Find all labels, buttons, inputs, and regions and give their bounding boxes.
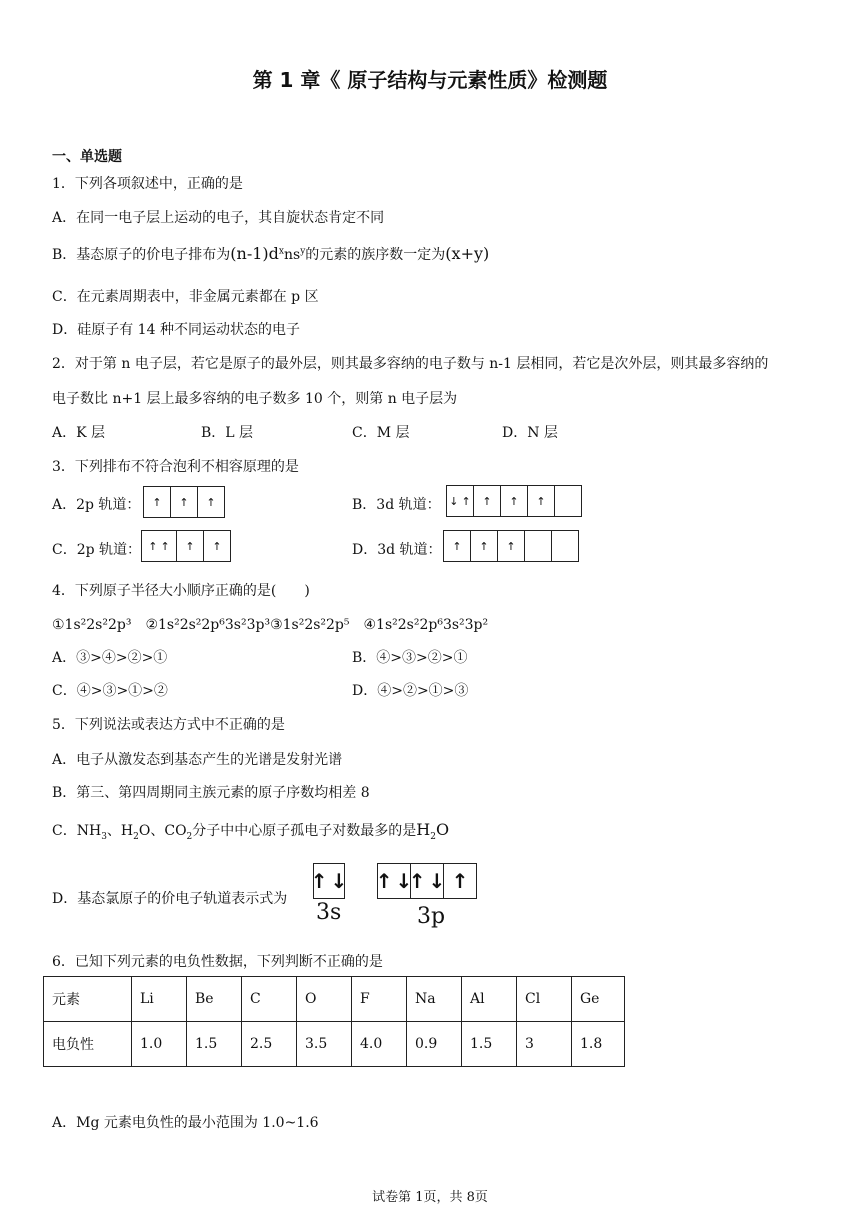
q4-option-a: A．③>④>②>① — [52, 650, 168, 666]
q4-configurations: ①1s²2s²2p³ ②1s²2s²2p⁶3s²3p³③1s²2s²2p⁵ ④1s²2s²2p⁶3s²3p² — [52, 617, 489, 633]
up-arrow-icon: ↑ — [179, 495, 189, 509]
q3-option-d-orbital — [443, 530, 579, 562]
q1-stem: 1．下列各项叙述中，正确的是 — [52, 176, 243, 192]
table-cell: Cl — [517, 977, 572, 1022]
orbital-label-3s: 3s — [316, 900, 342, 925]
table-cell: 1.8 — [572, 1022, 625, 1067]
orbital-label-3p: 3p — [417, 904, 446, 929]
q2-option-d: D．N 层 — [502, 425, 558, 441]
table-cell: 3 — [517, 1022, 572, 1067]
down-arrow-icon: ↓ — [395, 869, 413, 893]
q3-option-a-orbital — [143, 486, 225, 518]
table-cell: 1.0 — [132, 1022, 187, 1067]
table-cell: Be — [187, 977, 242, 1022]
down-arrow-icon: ↓ — [428, 869, 446, 893]
table-cell: C — [242, 977, 297, 1022]
q4-stem: 4．下列原子半径大小顺序正确的是( ) — [52, 583, 310, 599]
table-cell: 1.5 — [187, 1022, 242, 1067]
down-arrow-icon: ↓ — [449, 494, 459, 508]
up-arrow-icon: ↑ — [451, 869, 469, 893]
q4-option-b: B．④>③>②>① — [352, 650, 468, 666]
table-cell: Na — [407, 977, 462, 1022]
up-arrow-icon: ↑ — [452, 539, 462, 553]
table-cell: Al — [462, 977, 517, 1022]
table-cell: 电负性 — [44, 1022, 132, 1067]
q3-option-c-label: C．2p 轨道： — [52, 542, 142, 558]
up-arrow-icon: ↑ — [206, 495, 216, 509]
q1-option-c: C．在元素周期表中，非金属元素都在 p 区 — [52, 289, 319, 305]
page-footer: 试卷第 1页，共 8页 — [372, 1190, 488, 1205]
q3-option-c-orbital — [141, 530, 231, 562]
up-arrow-icon: ↑ — [509, 494, 519, 508]
q1-option-a: A．在同一电子层上运动的电子，其自旋状态肯定不同 — [52, 210, 385, 226]
down-arrow-icon: ↓ — [330, 869, 348, 893]
q2-stem-line1: 2．对于第 n 电子层，若它是原子的最外层，则其最多容纳的电子数与 n-1 层相同，若它是次外层，则其最多容纳的 — [52, 356, 769, 372]
q2-option-a: A．K 层 — [52, 425, 106, 441]
up-arrow-icon: ↑ — [375, 869, 393, 893]
q3-option-b-label: B．3d 轨道： — [352, 497, 441, 513]
q6-stem: 6．已知下列元素的电负性数据，下列判断不正确的是 — [52, 954, 383, 970]
table-cell: 元素 — [44, 977, 132, 1022]
cl-3p-orbital — [377, 863, 477, 899]
table-cell: 3.5 — [297, 1022, 352, 1067]
up-arrow-icon: ↑ — [160, 539, 170, 553]
up-arrow-icon: ↑ — [482, 494, 492, 508]
up-arrow-icon: ↑ — [461, 494, 471, 508]
section-heading: 一、单选题 — [52, 149, 122, 165]
up-arrow-icon: ↑ — [152, 495, 162, 509]
up-arrow-icon: ↑ — [185, 539, 195, 553]
q5-stem: 5．下列说法或表达方式中不正确的是 — [52, 717, 285, 733]
cl-3s-orbital — [310, 863, 348, 899]
q5-option-a: A．电子从激发态到基态产生的光谱是发射光谱 — [52, 752, 343, 768]
q2-option-c: C．M 层 — [352, 425, 410, 441]
up-arrow-icon: ↑ — [536, 494, 546, 508]
q6-option-a: A．Mg 元素电负性的最小范围为 1.0~1.6 — [52, 1115, 319, 1131]
table-cell: 0.9 — [407, 1022, 462, 1067]
q2-stem-line2: 电子数比 n+1 层上最多容纳的电子数多 10 个，则第 n 电子层为 — [52, 391, 458, 407]
table-cell: 2.5 — [242, 1022, 297, 1067]
q3-option-a-label: A．2p 轨道： — [52, 497, 141, 513]
table-cell: F — [352, 977, 407, 1022]
table-cell: 4.0 — [352, 1022, 407, 1067]
up-arrow-icon: ↑ — [408, 869, 426, 893]
table-row — [44, 1022, 625, 1067]
table-row — [44, 977, 625, 1022]
q3-option-d-label: D．3d 轨道： — [352, 542, 442, 558]
q3-option-b-orbital — [446, 485, 582, 517]
up-arrow-icon: ↑ — [310, 869, 328, 893]
table-cell: Ge — [572, 977, 625, 1022]
q1-option-b: B．基态原子的价电子排布为$(n-1)d^xns^y$的元素的族序数一定为(x+y) — [52, 244, 490, 263]
q3-stem: 3．下列排布不符合泡利不相容原理的是 — [52, 459, 299, 475]
q5-option-c: C．$NH_3$、$H_2O$、$CO_2$分子中中心原子孤电子对数最多的是$H_2O$ — [52, 820, 450, 842]
up-arrow-icon: ↑ — [479, 539, 489, 553]
q4-option-d: D．④>②>①>③ — [352, 683, 469, 699]
table-cell: O — [297, 977, 352, 1022]
up-arrow-icon: ↑ — [212, 539, 222, 553]
table-cell: Li — [132, 977, 187, 1022]
electronegativity-table — [43, 976, 625, 1067]
table-cell: 1.5 — [462, 1022, 517, 1067]
up-arrow-icon: ↑ — [148, 539, 158, 553]
q2-option-b: B．L 层 — [201, 425, 254, 441]
up-arrow-icon: ↑ — [506, 539, 516, 553]
q1-option-d: D．硅原子有 14 种不同运动状态的电子 — [52, 322, 300, 338]
q5-option-d: D．基态氯原子的价电子轨道表示式为 — [52, 891, 288, 907]
q5-option-b: B．第三、第四周期同主族元素的原子序数均相差 8 — [52, 785, 370, 801]
q4-option-c: C．④>③>①>② — [52, 683, 168, 699]
page-title: 第 1 章《 原子结构与元素性质》检测题 — [252, 68, 608, 92]
